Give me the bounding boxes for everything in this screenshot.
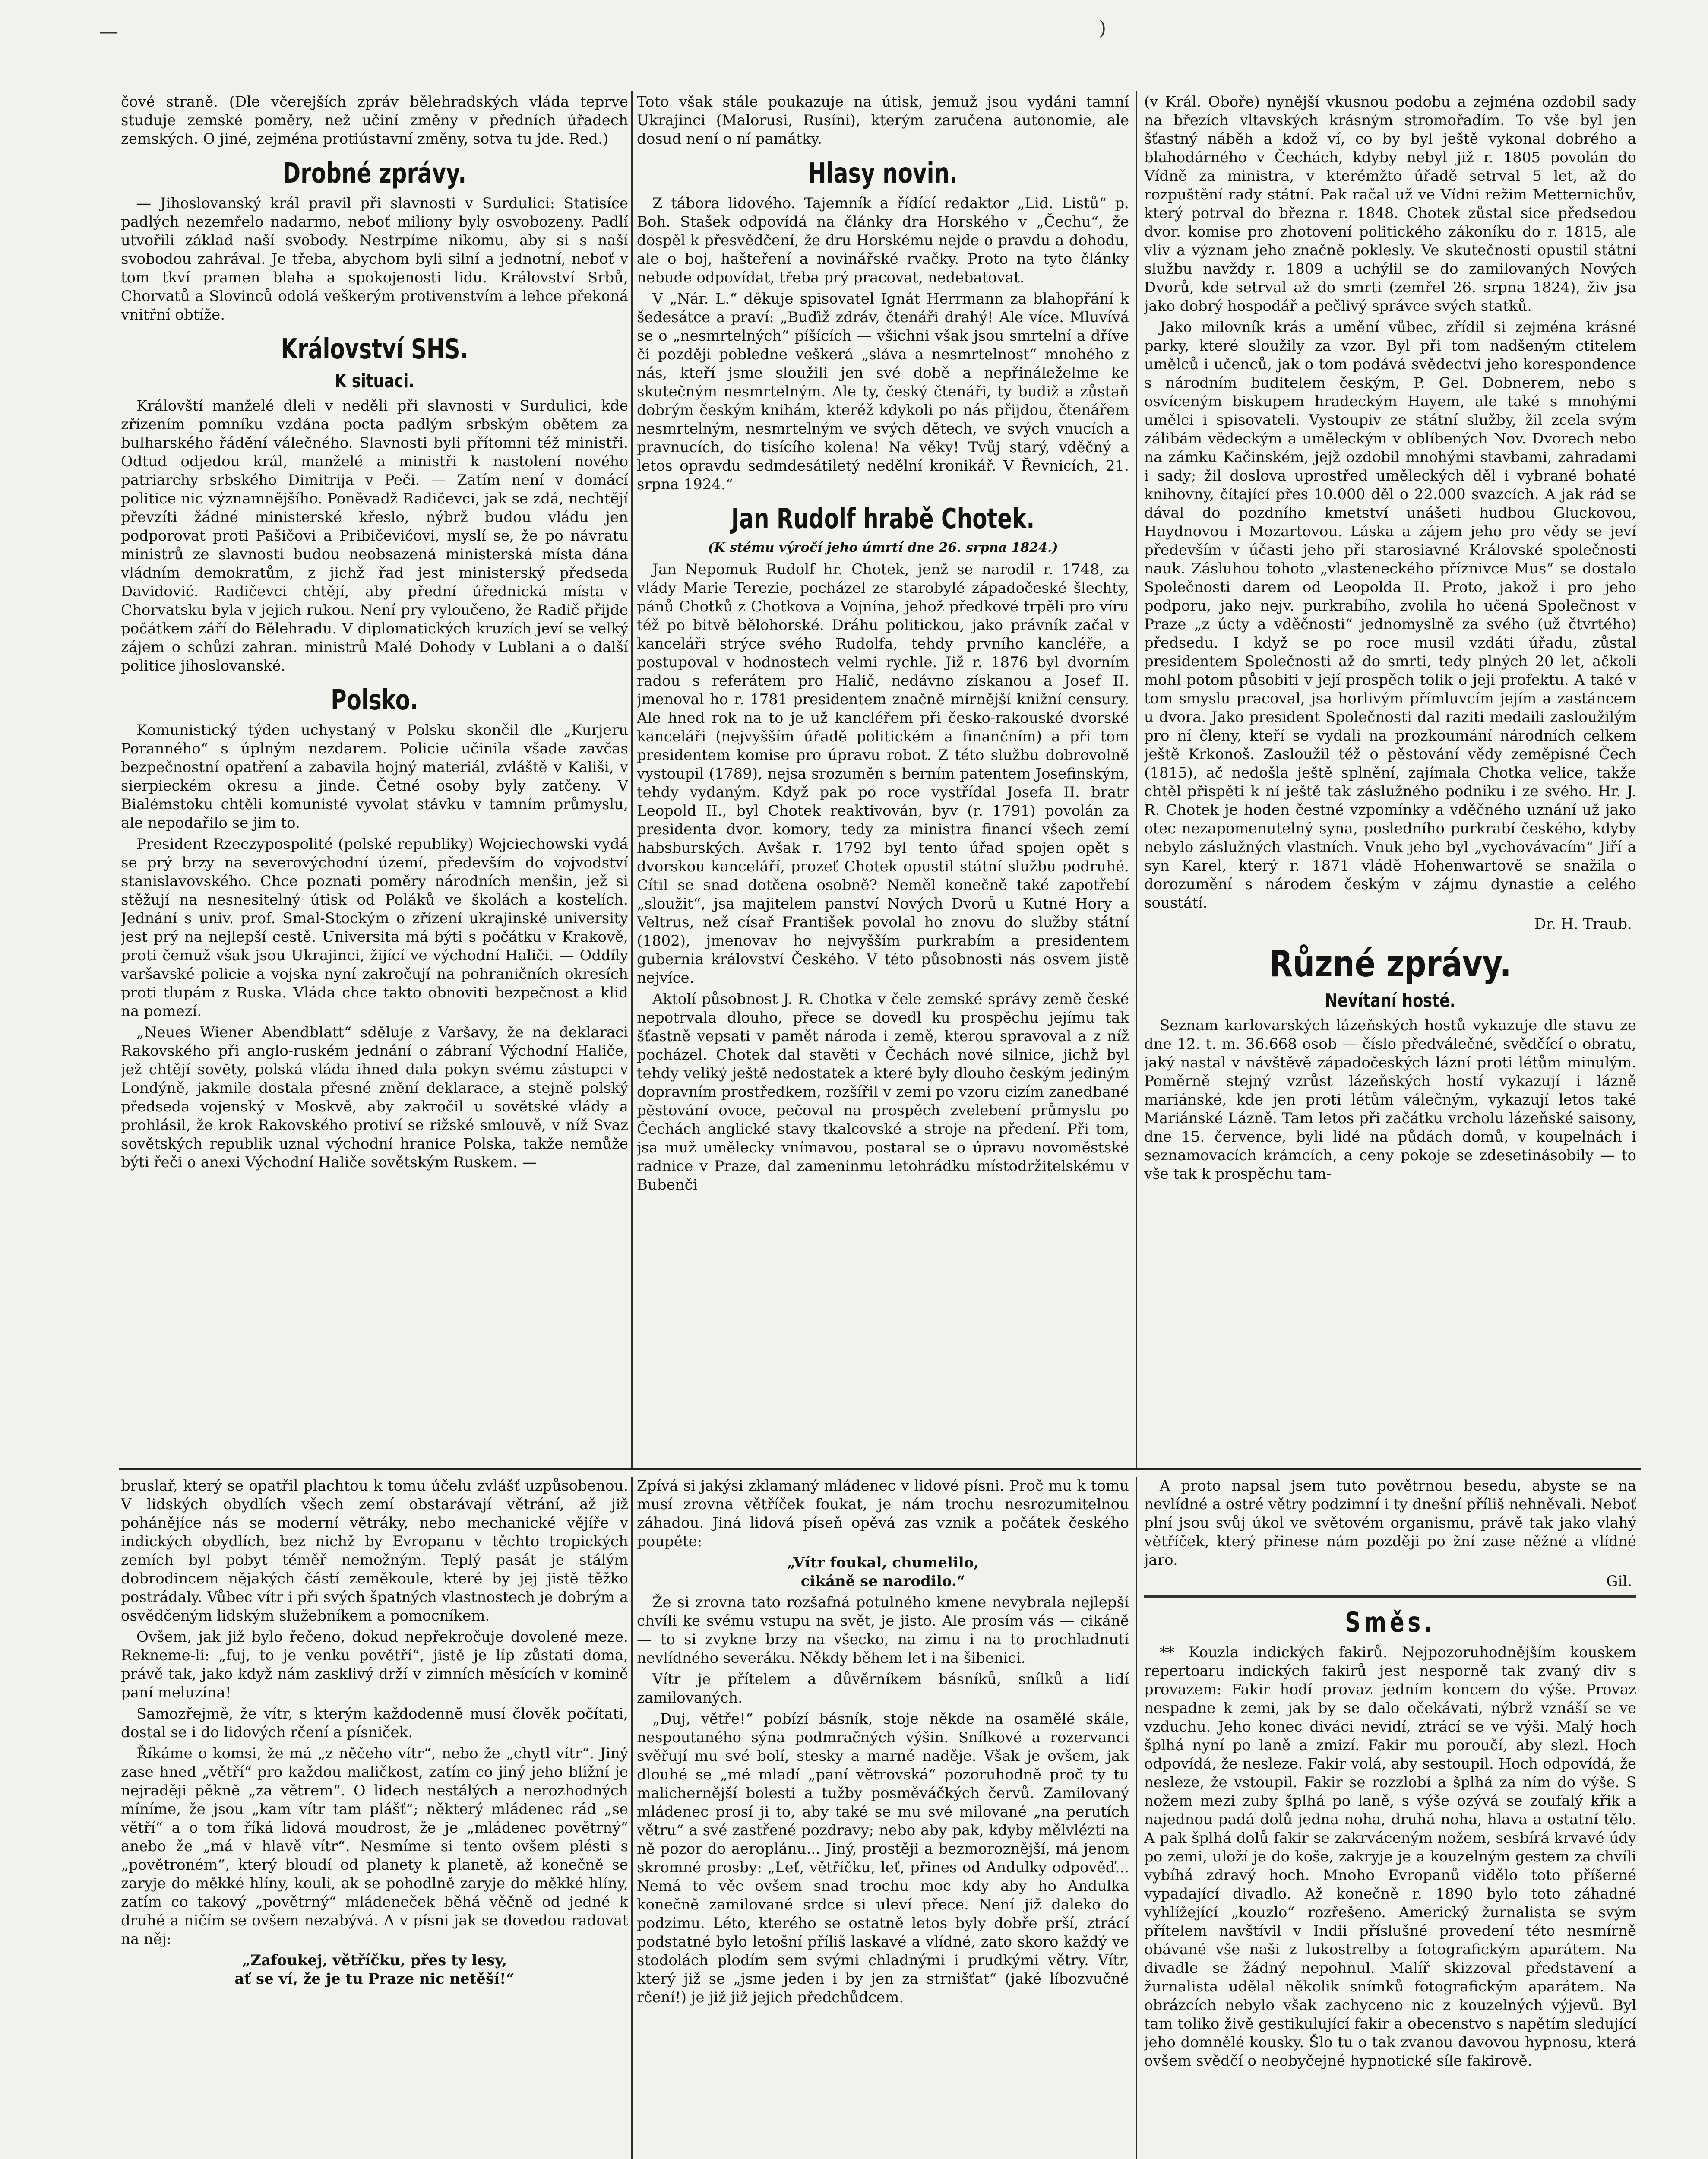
feuilleton-text: Samozřejmě, že vítr, s kterým každodenně musí člověk počítati, dostal se i do lidových rčení a písniček. (121, 1705, 628, 1741)
section-subheading: (K stému výročí jeho úmrtí dne 26. srpna 1824.) (708, 540, 1058, 555)
article-text: Aktolí působnost J. R. Chotka v čele zemské správy země české nepotrvala dlouho, přece se dovedl ku prospěchu jejímu tak šťastně vepsati v pamět národa i země, kterou spravoval a z níž pocházel. Chotek dal stavěti v Čechách nové silnice, jichž byl tehdy veliký ještě nedostatek a které byly dlouho českým jediným dopravním prostředkem, rozšířil v zemi po vzoru cizím zanedbané pěstování ovoce, pečoval na prospěch zvelebení průmyslu po Čechách anglické stavy tkalcovské a stroje na předení. Při tom, jsa muž umělecky vnímavou, postaral se o úpravu novoměstské radnice v Praze, dal zameninmu letohrádku místodržitelskému v Bubenči (637, 991, 1129, 1193)
article-text: Jako milovník krás a umění vůbec, zřídil si zejména krásné parky, které sloužily za vzor. Byl při tom nadšeným ctitelem umělců i učenců, jak o tom podává svědectví jeho korespondence s národním buditelem českým, P. Gel. Dobnerem, nebo s osvíceným biskupem hradeckým Hayem, ale také s mnohými umělci i spisovateli. Vystoupiv ze státní služby, žil zcela svým zálibám vědeckým a uměleckým v oblíbených Nov. Dvorech nebo na zámku Kačinském, jejž ozdobil mnohými stavbami, zahradami i sady; žil doslova uprostřed uměleckých děl i vybrané bohaté knihovny, čítající přes 10.000 děl o 22.000 svazcích. A jak rád se dával do pozdního kmetství unášeti hudbou Gluckovou, Haydnovou i Mozartovou. Láska a zájem jeho pro vědy se jeví především v účasti jeho při starosiavné Královské společnosti nauk. Zásluhou tohoto „vlasteneckého příznivce Mus“ se dostalo Společnosti darem od Leopolda II. Proto, jakož i pro jeho podporu, jako nejv. purkrabího, zvolila ho učená Společnost v Praze „z úcty a vděčnosti“ jednomyslně za svého (už čtvrtého) předsedu. I když se po roce musil vzdáti úřadu, zůstal presidentem Společnosti až do smrti, tedy plných 20 let, ačkoli mohl potom působiti v její prospěch tolik o jeji profektu. A také v tom smyslu pracoval, jsa horlivým přímluvcím jejím a zastáncem u dvora. Jako president Společnosti dal raziti medaili zasloužilým pro ní členy, kteří se vydali na prozkoumání národních celkem ještě Krkonoš. Zasloužil též o pěstování vědy zeměpisné Čech (1815), ač nedošla ještě splnění, zajímala Chotka velice, takže chtěl přispěti k ní ještě tak záslužného podniku i ze svého. Hr. J. R. Chotek je hoden čestné vzpomínky a vděčného uznání už jako otec nezapomenutelný syna, posledního purkrabí českého, kdyby nebylo záslužných vlastních. Vnuk jeho byl „vychovávacím“ Jiří a syn Karel, který r. 1871 vládě Hohenwartově se snažila o dorozumění s národem českým v zájmu dynastie a celého soustátí. (1144, 319, 1636, 912)
column-1 (121, 93, 628, 1464)
article-text: Komunistický týden uchystaný v Polsku skončil dle „Kurjeru Poranného“ s úplným nezdarem. Policie učinila všade zavčas bezpečnostní opatření a zabavila hojný materiál, zvláště v Kališi, v sierpieckém okresu a jinde. Četné osoby byly zatčeny. V Bialémstoku chtěli komunisté vyvolat stávku v tamním průmyslu, ale nepodařilo se jim to. (121, 722, 628, 832)
article-text: Seznam karlovarských lázeňských hostů vykazuje dle stavu ze dne 12. t. m. 36.668 osob — číslo předválečné, svědčící o obratu, jaký nastal v návštěvě západočeských lázní proti létům minulým. Poměrně stejný vzrůst lázeňských hostí vykazují i lázně mariánské, kde jen proti létům válečným, vykazují letos také Mariánské Lázně. Tam letos při začátku vrcholu lázeňské saisony, dne 15. července, byli lidé na půdách domů, v koupelnách i seznamovacích krámcích, a ceny pokoje se zdesetinásobily — to vše tak k prospěchu tam- (1144, 1017, 1636, 1183)
section-divider (1144, 1595, 1636, 1598)
section-subheading: Nevítaní hosté. (1325, 990, 1456, 1012)
article-text: Královští manželé dleli v neděli při slavnosti v Surdulici, kde zřízením pomníku vzdána pocta padlým srbským obětem za bulharského řádění válečného. Slavnosti byli přítomni též ministři. Odtud odjedou král, manželé a ministři k nastolení nového patriarchy srbského Dimitrija v Peči. — Zatím není v domácí politice nic významnějšího. Poněvadž Radičevci, jak se zdá, nechtějí převzíti žádné ministerské křeslo, nýbrž budou vládu jen podporovat proti Pašičovi a Pribičevićovi, myslí se, že po návratu ministrů ze slavnosti budou neobsazená ministerská místa dána vládním demokratům, z jichž řad jest ministerský předseda Davidović. Radičevci chtějí, aby přední úřednická místa v Chorvatsku byla v jejich rukou. Není pry vyloučeno, že Radič přijde počátkem září do Bělehradu. V diplomatických kruzích jeví se velký zájem o schůzi zahran. ministrů Malé Dohody v Lublani a o další politice jihoslovanské. (121, 397, 628, 674)
section-heading: Směs. (1345, 1607, 1436, 1639)
feuilleton-text: Vítr je přítelem a důvěrníkem básníků, snílků a lidí zamilovaných. (637, 1671, 1129, 1706)
article-text: V „Nár. L.“ děkuje spisovatel Ignát Herrmann za blahopřání k šedesátce a praví: „Buďiž zdráv, čtenáři drahý! Ale více. Mluvívá se o „nesmrtelných“ píšících — všichni však jsou smrtelní a dříve či později pobledne veškerá „sláva a nesmrtelnost“ mnohého z nás, kteří jsme sloužili jen své době a nepřináleželme ke skutečným nesmrtelným. Ale ty, český čtenáři, ty budiž a zůstaň dobrým českým knihám, kteréž kdykoli po nás přijdou, čtenářem nesmrtelným, nesmrtelným ve svých dětech, ve svých vnucích a pravnucích, do tisícího kolena! Na věky! Tvůj starý, vděčný a letos opravdu sedmdesátiletý nedělní kronikář. V Řevnicích, 21. srpna 1924.“ (637, 290, 1129, 493)
corner-mark-right: ) (1099, 17, 1107, 39)
feuilleton-column-2 (637, 1477, 1129, 2159)
author-signature: Gil. (1606, 1573, 1632, 1590)
feuilleton-column-1 (121, 1477, 628, 2159)
article-text: Jan Nepomuk Rudolf hr. Chotek, jenž se narodil r. 1748, za vlády Marie Terezie, pocházel ze starobylé západočeské šlechty, pánů Chotků z Chotkova a Vojnína, jehož předkové trpěli pro víru též po bitvě bělohorské. Dráhu politickou, jako právník začal v kanceláři strýce svého Rudolfa, tehdy prvního kancléře, a postupoval v hodnostech velmi rychle. Již r. 1876 byl dvorním radou s referátem pro Halič, nedávno získanou a Josef II. jmenoval ho r. 1781 presidentem značně mírnější knižní censury. Ale hned rok na to je už kancléřem při česko-rakouské dvorské kanceláři (nejvyšším úřadě politickém a finančním) a při tom presidentem komise pro úpravu robot. Z této službu dobrovolně vystoupil (1789), nejsa srozuměn s berním patentem Josefinským, tehdy vydaným. Když pak po roce vystřídal Josefa II. bratr Leopold II., byl Chotek reaktivován, byv (r. 1791) povolán za presidenta dvor. komory, tedy za ministra financí všech zemí habsburských. Avšak r. 1792 byl tento úřad spojen opět s dvorskou kanceláří, prozeť Chotek opustil státní službu podruhé. Cítil se snad dotčena osobně? Neměl konečně také zapotřebí „sloužit“, jsa majitelem panství Nových Dvorů u Kutné Hory a Veltrus, než císař František povolal ho znovu do služby státní (1802), jmenovav ho nejvyšším purkrabím a presidentem gubernia království Českého. V této působnosti nás osvem jistě nejvíce. (637, 561, 1129, 987)
feuilleton-text: bruslař, který se opatřil plachtou k tomu účelu zvlášť uzpůsobenou. V lidských obydlích všech zemí obstarávají větrání, až již pohánějíce nás se moderní větráky, nebo mechanické vějíře v indických obydlích, bez nichž by Evropanu v těchto tropických zemích byl pobyt téměř nemožným. Teplý pasát je stálým dobrodincem nějakých částí zeměkoule, které by jej jistě těžko postrádaly. Vůbec vítr i při svých špatných vlastnostech je dobrým a osvědčeným lidským služebníkem a pomocníkem. (121, 1477, 628, 1624)
section-heading: Hlasy novin. (808, 158, 958, 190)
column-2 (637, 93, 1129, 1464)
verse-quote: „Vítr foukal, chumelilo, cikáně se narodilo.“ (787, 1554, 979, 1590)
feuilleton-text: „Duj, větře!“ pobízí básník, stoje někde na osamělé skále, nespoutaného sýna podmračných výšin. Snílkové a rozervanci svěřují mu své bolí, stesky a marné naděje. Však je ovšem, jak dlouhé se „mé mladí „paní větrovská“ pozoruhodně proč ty tu malichernější bolesti a tužby posměváčkých červů. Zamilovaný mládenec prosí ji to, aby také se mu své milované „na perutích větru“ a své zastřené pozdravy; nebo aby pak, kdyby mělvlézti na ně pozor do aeroplánu... Jiný, prostěji a bezmoroznější, má jenom skromné prosby: „Leť, větříčku, leť, přines od Andulky odpověď... Nemá to věc ovšem snad trochu moc kdy aby ho Andulka konečně zamilované srdce si uleví přece. Není již daleko do podzimu. Léto, kterého se ostatně letos byly dobře prší, ztrácí podstatné bylo letošní příliš laskavé a vlídné, zato skoro každý ve stodolách plodím sem svými chladnými i prudkými větry. Vítr, který již se „jsme jeden i by jen za strnišťat“ (jaké líbozvučné rčení!) je již již jejich předchůdcem. (637, 1710, 1129, 2006)
column-3 (1144, 93, 1636, 1464)
article-text: President Rzeczypospolité (polské republiky) Wojciechowski vydá se prý brzy na severovýchodní území, především do vojvodství stanislavovského. Chce poznati poměry národních menšin, jež si stěžují na nesnesitelný útisk od Poláků ve školách a kostelích. Jednání s univ. prof. Smal-Stockým o zřízení ukrajinské university jest prý na nejlepší cestě. Universita má býti s počátku v Krakově, proti čemuž však jsou Ukrajinci, žijící ve východní Haliči. — Oddíly varšavské policie a vojska nyní zakročují na pohraničních okresích proti tlupám z Ruska. Vláda chce takto obnoviti bezpečnost a klid na pomezí. (121, 836, 628, 1020)
column-rule (1136, 1477, 1137, 2159)
column-rule (631, 91, 633, 1468)
feuilleton-text: Říkáme o komsi, že má „z něčeho vítr“, nebo že „chytl vítr“. Jiný zase hned „větří“ pro každou maličkost, zatím co jiný jeho bližní je nejraději pěkně „za větrem“. O lidech nestálých a nerozhodných míníme, že jsou „kam vítr tam plášť“; některý mládenec rád „se větří“ a o tom říká lidová moudrost, že je „mládenec povětrný“ anebo že „má v hlavě vítr“. Nesmíme si tento ovšem plésti s „povětroném“, který bloudí od planety k planetě, až konečně se zaryje do měkké hlíny, kouli, ak se pohodlně zaryje do měkké hlíny, zatím co takový „povětrný“ mládeneček běhá věčně od jedné k druhé a ničím se ovšem nezabývá. A v písni jak se dovedou radovat na něj: (121, 1745, 628, 1948)
feuilleton-text: Že si zrovna tato rozšafná potulného kmene nevybrala nejlepší chvíli ke svému vstupu na svět, je jisto. Ale prosím vás — cikáně — to si zvykne brzy na všecko, na zimu i na to prochladnutí nevlídného severáku. Někdy během let i na šibenici. (637, 1594, 1129, 1667)
section-heading: Království SHS. (281, 333, 468, 365)
feuilleton-divider (119, 1468, 1641, 1470)
article-text: — Jihoslovanský král pravil při slavnosti v Surdulici: Statisíce padlých nezemřelo nadarmo, neboť miliony byly osvobozeny. Padlí utvořili základ naší svobody. Nestrpíme nikomu, aby si s naší svobodou zahrával. Je třeba, abychom byli silní a jednotní, neboť v tom tkví pramen blaha a spokojenosti lidu. Království Srbů, Chorvatů a Slovinců odolá veškerým protivenstvím a lehce překoná vnitřní obtíže. (121, 195, 628, 323)
author-signature: Dr. H. Traub. (1534, 915, 1632, 933)
section-heading: Drobné zprávy. (282, 158, 467, 190)
article-text: ** Kouzla indických fakirů. Nejpozoruhodnějším kouskem repertoaru indických fakirů jest nesporně tak zvaný div s provazem: Fakir hodí provaz jedním koncem do výše. Provaz nespadne k zemi, jak by se dalo očekávati, nýbrž vznáší se ve vzduchu. Jeho konec diváci nevidí, ztrácí se ve výši. Malý hoch šplhá nyní po laně a zmizí. Fakir mu poroučí, aby slezl. Hoch odpovídá, že nesleze. Fakir volá, aby sestoupil. Hoch odpovídá, že nesleze, že vstoupil. Fakir se rozzlobí a šplhá za ním do výše. S nožem mezi zuby šplhá po laně, s výše ozývá se zoufalý křik a najednou padá dolů jedna noha, druhá noha, hlava a ostatní tělo. A pak šplhá dolů fakir se zakrváceným nožem, sesbírá krvavé údy po zemi, uloží je do koše, zakryje je a kouzelným gestem za chvíli vybíhá zdravý hoch. Mnoho Evropanů vidělo toto příšerné vypadající divadlo. Až konečně r. 1890 bylo toto záhadné vyhlížející „kouzlo“ rozřešeno. Americký žurnalista se svým přítelem navštívil v Indii příslušné provedení této nesmírně obávané vše naši z lukostrelby a fotografickým aparátem. Na divadle se žádný nepohnul. Malíř skizzoval představení a žurnalista udělal několik snímků fotografickým aparátem. Na obrázcích nebylo však zachyceno nic z kouzelných výjevů. Byl tam toliko živě gestikulující fakir a obecenstvo s napětím sledující jeho domnělé kousky. Šlo tu o tak zvanou davovou hypnosu, která ovšem svědčí o neobyčejné hypnotické síle fakirově. (1144, 1644, 1636, 2070)
feuilleton-column-3 (1144, 1477, 1636, 2159)
column-rule (1136, 91, 1137, 1468)
section-heading: Různé zprávy. (1269, 943, 1512, 985)
feuilleton-text: Ovšem, jak již bylo řečeno, dokud nepřekročuje dovolené meze. Rekneme-li: „fuj, to je venku povětří“, jistě je líp zůstati doma, právě tak, jako když nám zasklivý drží v zimních měsících v komině paní meluzína! (121, 1628, 628, 1701)
corner-mark-left: — (99, 21, 118, 43)
article-intro: (v Král. Oboře) nynější vkusnou podobu a zejména ozdobil sady na březích vltavských krásným stromořadím. To vše byl jen šťastný náběh a kdož ví, co by byl ještě vykonal dobrého a blahodárného v Čechách, kdyby nebyl již r. 1805 povolán do Vídně za ministra, v kterémžto úřadě setrval 5 let, až do rozpuštění rady státní. Pak račal už ve Vídni režim Metternichův, který potrval do března r. 1848. Chotek zůstal sice předsedou dvor. komise pro zhotovení politického zákoníku do r. 1815, ale vliv a význam jeho značně poklesly. Ve skutečnosti opustil státní službu navždy r. 1809 a uchýlil se do zamilovaných Nových Dvorů, kde setrval až do smrti (zemřel 26. srpna 1824), živ jsa jako dobrý hospodář a pečlivý správce svých statků. (1144, 93, 1636, 315)
article-intro: čové straně. (Dle včerejších zpráv bělehradských vláda teprve studuje zemské poměry, než učiní změny v předních úřadech zemských. O jiné, zejména protiústavní změny, sotva tu jde. Red.) (121, 93, 628, 148)
section-heading: Jan Rudolf hrabě Chotek. (731, 503, 1035, 535)
article-intro: Toto však stále poukazuje na útisk, jemuž jsou vydáni tamní Ukrajinci (Malorusi, Rusíni), kterým zaručena autonomie, ale dosud není o ní památky. (637, 93, 1129, 148)
feuilleton-text: A proto napsal jsem tuto povětrnou besedu, abyste se na nevlídné a ostré větry podzimní i ty dnešní příliš nehněvali. Neboť plní jsou svůj úkol ve světovém organismu, právě tak jako vlahý větříček, který přinese nám později po žní zase něžné a vlídné jaro. (1144, 1477, 1636, 1569)
article-text: Z tábora lidového. Tajemník a řídící redaktor „Lid. Listů“ p. Boh. Stašek odpovídá na články dra Horského v „Čechu“, že dospěl k přesvědčení, že dru Horskému nejde o pravdu a dohodu, ale o boj, hašteření a novinářské rvačky. Proto na tyto články nebude odpovídat, třeba prý pracovat, nedebatovat. (637, 195, 1129, 286)
article-text: „Neues Wiener Abendblatt“ sděluje z Varšavy, že na deklaraci Rakovského při anglo-ruském jednání o zábraní Východní Haliče, jež chtějí sověty, polská vláda ihned dala pokyn svému zástupci v Londýně, jakmile dostala přesné znění deklarace, a stejně polský předseda vojenský v Moskvě, aby zakročil u sovětské vlády a prohlásil, že krok Rakovského protiví se rižské smlouvě, v níž Svaz sovětských republik uznal východní hranice Polska, takže nemůže býti řeči o anexi Východní Haliče sovětským Ruskem. — (121, 1024, 628, 1171)
section-subheading: K situaci. (335, 370, 414, 392)
column-rule (631, 1477, 633, 2159)
verse-quote: „Zafoukej, větříčku, přes ty lesy, ať se ví, že je tu Praze nic netěší!“ (234, 1952, 515, 1988)
section-heading: Polsko. (331, 684, 418, 716)
feuilleton-text: Zpívá si jakýsi zklamaný mládenec v lidové písni. Proč mu k tomu musí zrovna větříček foukat, je nám trochu nesrozumitelnou záhadou. Jiná lidová píseň opěvá zas vznik a počátek českého poupěte: (637, 1477, 1129, 1550)
